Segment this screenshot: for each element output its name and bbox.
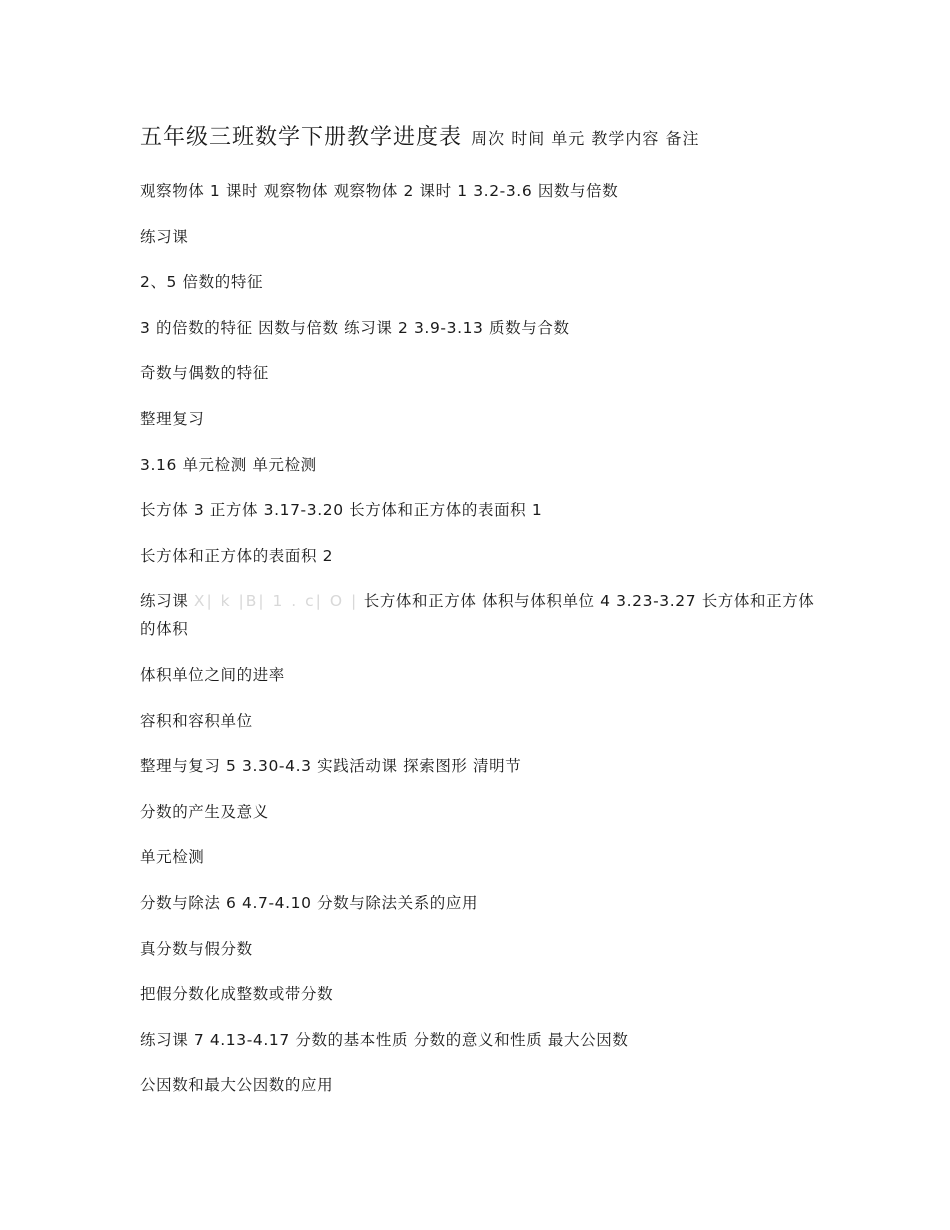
text-line-7: 3.16 单元检测 单元检测 — [140, 455, 317, 474]
title-line — [140, 120, 820, 157]
column-headers: 周次 时间 单元 教学内容 备注 — [471, 129, 700, 148]
text-line-19: 练习课 7 4.13-4.17 分数的基本性质 分数的意义和性质 最大公因数 — [140, 1030, 629, 1049]
text-line-10-prefix: 练习课 — [140, 592, 189, 611]
text-line-8: 长方体 3 正方体 3.17-3.20 长方体和正方体的表面积 1 — [140, 501, 543, 520]
document-title: 五年级三班数学下册教学进度表 — [140, 125, 463, 150]
text-line-17: 真分数与假分数 — [140, 939, 253, 958]
text-line-15: 单元检测 — [140, 848, 205, 867]
text-line-3: 2、5 倍数的特征 — [140, 273, 264, 292]
text-line-11: 体积单位之间的进率 — [140, 665, 285, 684]
text-line-16: 分数与除法 6 4.7-4.10 分数与除法关系的应用 — [140, 893, 479, 912]
text-line-20: 公因数和最大公因数的应用 — [140, 1076, 334, 1095]
document-page — [140, 120, 820, 1117]
watermark-text: X| k |B| 1 . c| O | — [193, 592, 359, 611]
text-line-4: 3 的倍数的特征 因数与倍数 练习课 2 3.9-3.13 质数与合数 — [140, 318, 570, 337]
text-line-10-suffix: 长方体和正方体 体积与体积单位 4 3.23-3.27 长方体和正方体的体积 — [140, 592, 815, 639]
text-line-13: 整理与复习 5 3.30-4.3 实践活动课 探索图形 清明节 — [140, 757, 522, 776]
text-line-10 — [140, 587, 820, 643]
text-line-1: 观察物体 1 课时 观察物体 观察物体 2 课时 1 3.2-3.6 因数与倍数 — [140, 182, 619, 200]
text-line-9: 长方体和正方体的表面积 2 — [140, 546, 334, 565]
text-line-5: 奇数与偶数的特征 — [140, 364, 269, 383]
text-line-6: 整理复习 — [140, 409, 205, 428]
text-line-14: 分数的产生及意义 — [140, 802, 269, 821]
text-line-12: 容积和容积单位 — [140, 711, 253, 730]
text-line-2: 练习课 — [140, 227, 189, 246]
text-line-18: 把假分数化成整数或带分数 — [140, 985, 334, 1004]
